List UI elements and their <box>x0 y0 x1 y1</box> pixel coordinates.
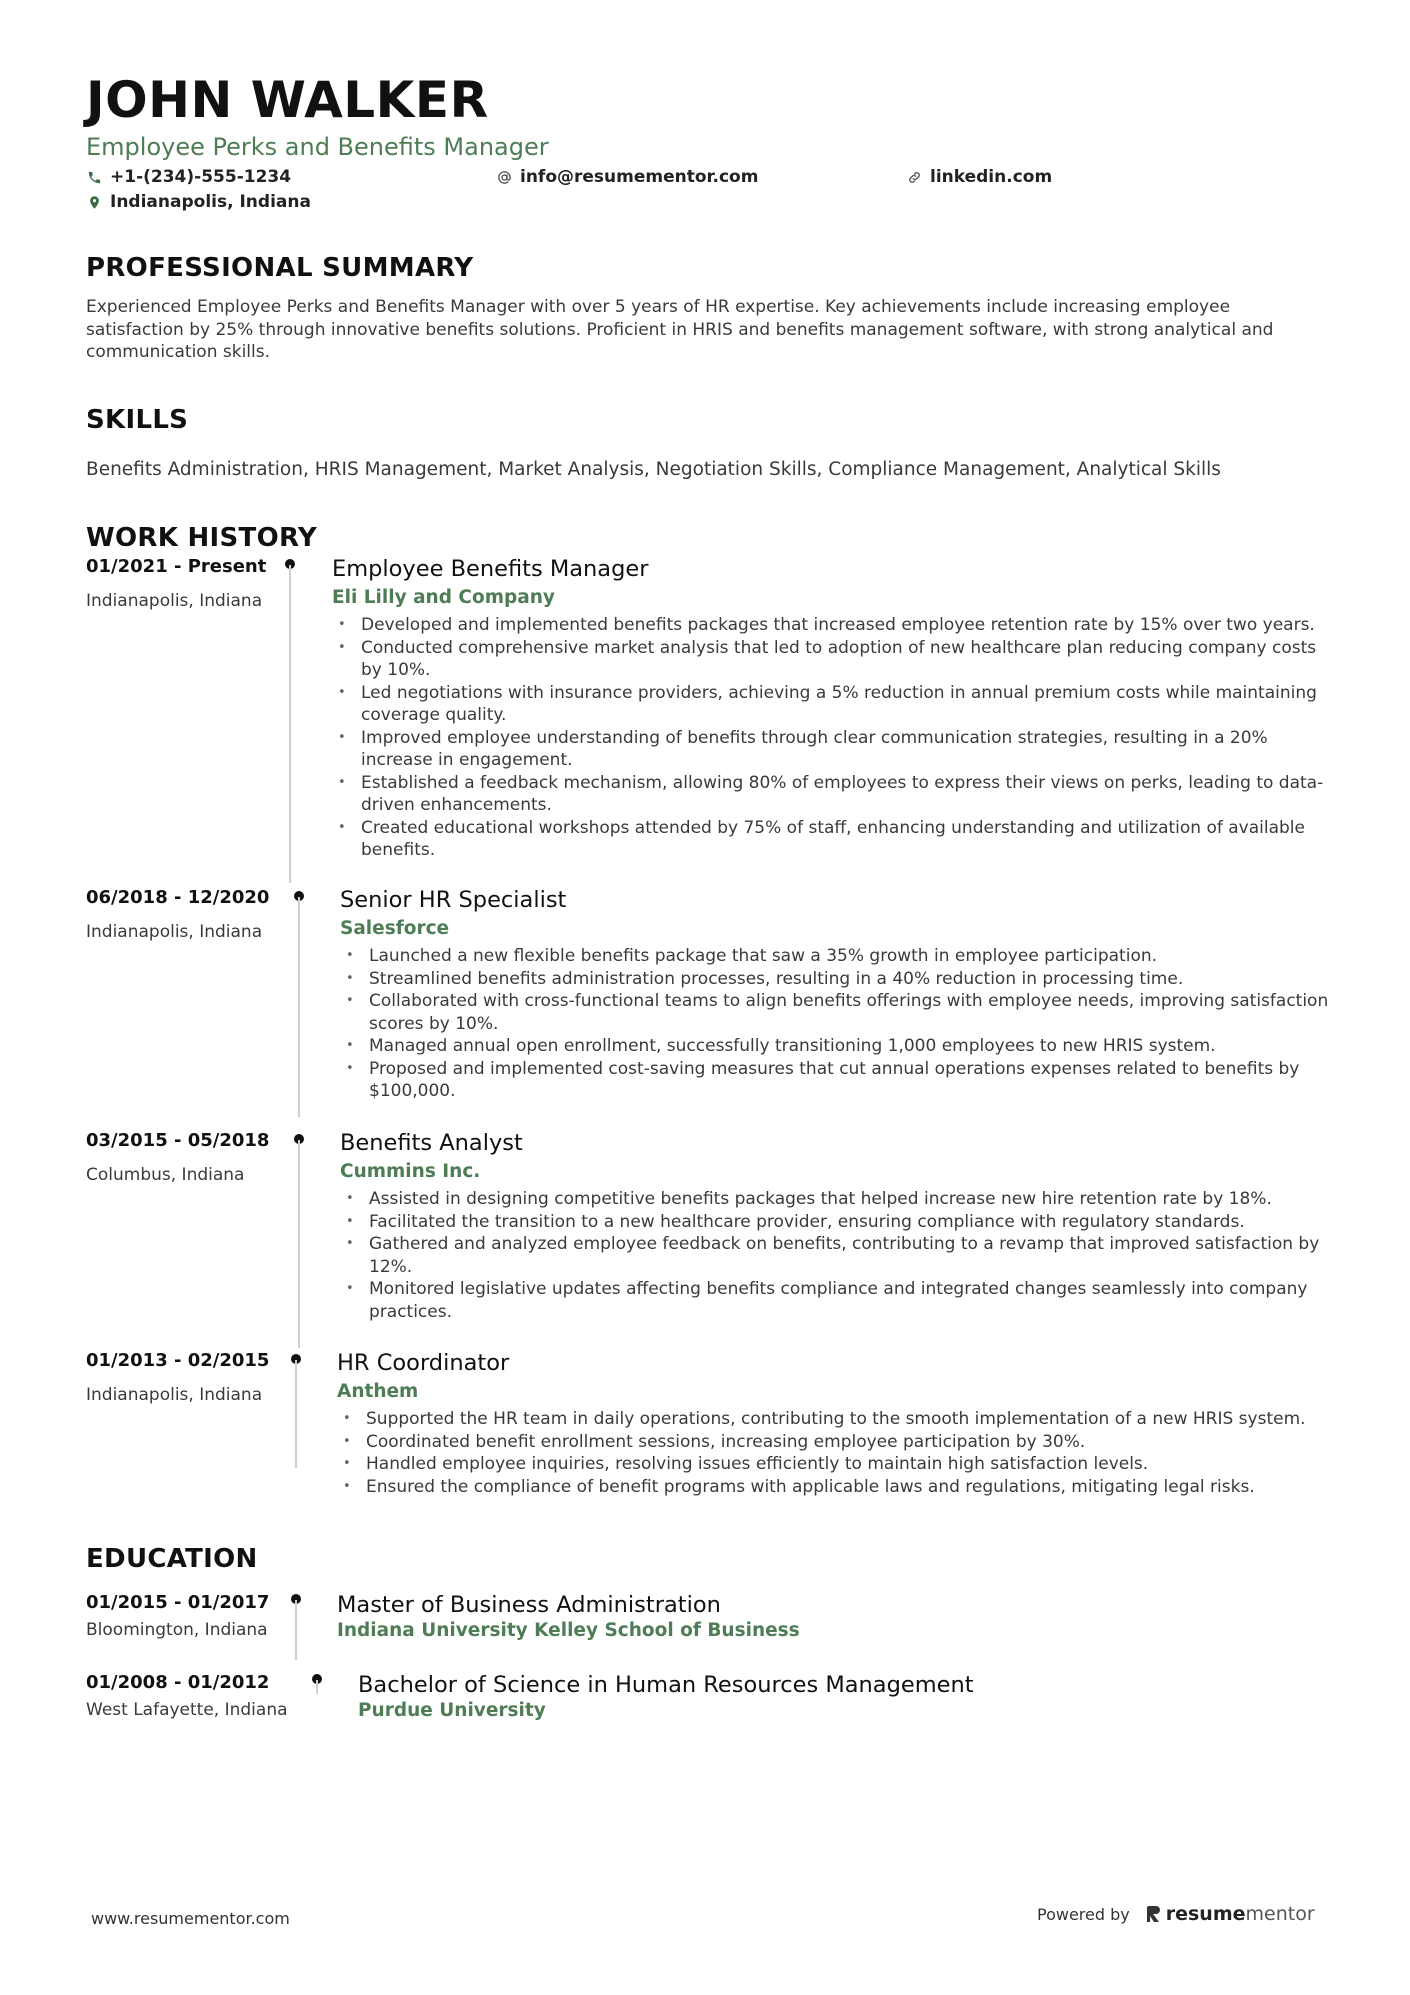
bullet-item: • Ensured the compliance of benefit programs with applicable laws and regulations, mitigating legal risks. <box>343 1476 1255 1497</box>
bullet-marker: • <box>343 1456 351 1471</box>
education-entry <box>86 1671 1346 1741</box>
bullet-marker: • <box>346 1038 354 1053</box>
education-dates: 01/2015 - 01/2017 <box>86 1592 270 1613</box>
education-entry-meta <box>86 1671 316 1721</box>
education-degree: Master of Business Administration <box>337 1592 721 1618</box>
work-location: Columbus, Indiana <box>86 1165 245 1185</box>
work-company: Salesforce <box>340 918 450 939</box>
education-school: Indiana University Kelley School of Business <box>337 1620 800 1641</box>
work-bullets <box>332 614 1332 862</box>
work-location: Indianapolis, Indiana <box>86 1385 263 1405</box>
work-role: HR Coordinator <box>337 1350 510 1376</box>
bullet-marker: • <box>343 1478 351 1494</box>
bullet-marker: • <box>343 1433 351 1449</box>
brand-part2: mentor <box>1245 1903 1315 1925</box>
phone-icon <box>86 169 102 185</box>
bullet-marker: • <box>346 1213 354 1229</box>
work-entry <box>86 1129 1346 1339</box>
education-heading: EDUCATION <box>86 1544 258 1574</box>
work-entry-details <box>337 1349 1337 1498</box>
work-role: Senior HR Specialist <box>340 887 567 913</box>
work-location: Indianapolis, Indiana <box>86 591 263 611</box>
bullet-marker: • <box>346 1281 354 1296</box>
work-location: Indianapolis, Indiana <box>86 922 263 942</box>
bullet-item: • Managed annual open enrollment, successfully transitioning 1,000 employees to new HRIS system. <box>346 1036 1216 1056</box>
work-bullets <box>340 1188 1340 1323</box>
timeline-line <box>295 1360 297 1468</box>
education-entry-meta <box>86 1591 306 1641</box>
at-sign-icon <box>496 169 512 185</box>
work-entry-meta <box>86 1129 286 1186</box>
contact-email[interactable] <box>496 166 758 188</box>
contact-linkedin[interactable] <box>906 166 1052 188</box>
bullet-marker: • <box>338 684 346 700</box>
education-location: West Lafayette, Indiana <box>86 1700 288 1720</box>
bullet-item: • Conducted comprehensive market analysis that led to adoption of new healthcare plan reducing company costs by 10%. <box>338 637 1317 680</box>
work-company: Cummins Inc. <box>340 1161 481 1182</box>
bullet-item: • Improved employee understanding of benefits through clear communication strategies, resulting in a 20% increase in engagement. <box>338 727 1268 770</box>
bullet-item: • Streamlined benefits administration processes, resulting in a 40% reduction in processing time. <box>346 968 1184 989</box>
bullet-item: • Led negotiations with insurance providers, achieving a 5% reduction in annual premium costs while maintaining coverage quality. <box>338 682 1317 725</box>
education-location: Bloomington, Indiana <box>86 1620 268 1640</box>
linkedin-text: linkedin.com <box>930 167 1053 187</box>
link-icon <box>906 169 922 185</box>
work-entry <box>86 1349 1346 1519</box>
bullet-marker: • <box>346 1236 354 1251</box>
education-entry-details <box>337 1591 1337 1643</box>
work-role: Benefits Analyst <box>340 1130 523 1156</box>
bullet-item: • Assisted in designing competitive benefits packages that helped increase new hire retention rate by 18%. <box>346 1189 1272 1209</box>
bullet-marker: • <box>338 774 346 790</box>
bullet-item: • Created educational workshops attended by 75% of staff, enhancing understanding and utilization of available benefits. <box>338 817 1305 860</box>
education-school: Purdue University <box>358 1700 546 1721</box>
work-history-heading: WORK HISTORY <box>86 522 318 553</box>
work-bullets <box>337 1408 1337 1498</box>
contact-location <box>86 191 311 213</box>
bullet-marker: • <box>338 729 346 745</box>
bullet-item: • Collaborated with cross-functional teams to align benefits offerings with employee needs, improving satisfaction scores by 10%. <box>346 991 1329 1034</box>
skills-heading: SKILLS <box>86 404 189 435</box>
work-dates: 01/2021 - Present <box>86 556 267 577</box>
timeline-line <box>298 1140 300 1348</box>
candidate-title: Employee Perks and Benefits Manager <box>86 133 549 161</box>
bullet-item: • Launched a new flexible benefits package that saw a 35% growth in employee participation. <box>346 946 1158 966</box>
timeline-line <box>289 565 291 883</box>
summary-text: Experienced Employee Perks and Benefits Manager with over 5 years of HR expertise. Key achievements include increasing employee satisfaction by 25% through innovative benefits solutions. Proficient in HRIS and benefits management software, with strong analytical and communication skills. <box>86 297 1274 362</box>
work-entry <box>86 555 1346 875</box>
work-role: Employee Benefits Manager <box>332 556 649 582</box>
resumementor-logo-icon <box>1146 1904 1162 1924</box>
timeline-line <box>316 1680 318 1694</box>
email-text: info@resumementor.com <box>520 167 759 187</box>
bullet-marker: • <box>338 639 346 655</box>
candidate-name: JOHN WALKER <box>86 71 489 129</box>
work-entry-details <box>340 1129 1340 1323</box>
brand-logo[interactable] <box>1146 1903 1315 1925</box>
resume-page <box>86 70 1336 554</box>
bullet-item: • Facilitated the transition to a new healthcare provider, ensuring compliance with regulatory standards. <box>346 1211 1245 1232</box>
location-pin-icon <box>86 194 102 210</box>
bullet-marker: • <box>346 970 354 986</box>
phone-text: +1-(234)-555-1234 <box>110 167 292 187</box>
work-company: Eli Lilly and Company <box>332 587 555 608</box>
timeline-line <box>295 1600 297 1660</box>
skills-text: Benefits Administration, HRIS Management, Market Analysis, Negotiation Skills, Compliance Management, Analytical Skills <box>86 458 1221 480</box>
location-text: Indianapolis, Indiana <box>110 192 311 212</box>
contact-info <box>86 166 1336 224</box>
work-entry-meta <box>86 886 286 943</box>
bullet-item: • Handled employee inquiries, resolving issues efficiently to maintain high satisfaction levels. <box>343 1454 1149 1474</box>
work-dates: 01/2013 - 02/2015 <box>86 1350 270 1371</box>
bullet-marker: • <box>338 617 346 632</box>
education-dates: 01/2008 - 01/2012 <box>86 1672 270 1693</box>
timeline-line <box>298 897 300 1117</box>
education-entry <box>86 1591 1346 1661</box>
summary-heading: PROFESSIONAL SUMMARY <box>86 253 474 283</box>
bullet-marker: • <box>346 1191 354 1206</box>
bullet-item: • Gathered and analyzed employee feedback on benefits, contributing to a revamp that improved satisfaction by 12%. <box>346 1234 1320 1277</box>
footer-branding <box>1037 1903 1315 1925</box>
bullet-item: • Established a feedback mechanism, allowing 80% of employees to express their views on perks, leading to data-driven enhancements. <box>338 772 1324 815</box>
education-entry-details <box>358 1671 1358 1723</box>
work-company: Anthem <box>337 1381 419 1402</box>
bullet-item: • Developed and implemented benefits packages that increased employee retention rate by 15% over two years. <box>338 615 1315 635</box>
bullet-marker: • <box>338 819 346 835</box>
work-dates: 03/2015 - 05/2018 <box>86 1130 270 1151</box>
work-entry-meta <box>86 1349 286 1406</box>
bullet-marker: • <box>346 1060 354 1076</box>
work-entry-meta <box>86 555 286 612</box>
brand-part1: resume <box>1165 1903 1246 1925</box>
bullet-item: • Coordinated benefit enrollment sessions, increasing employee participation by 30%. <box>343 1431 1086 1452</box>
bullet-item: • Monitored legislative updates affecting benefits compliance and integrated changes seamlessly into company practices. <box>346 1279 1308 1322</box>
work-bullets <box>340 945 1340 1103</box>
work-dates: 06/2018 - 12/2020 <box>86 887 270 908</box>
work-entry-details <box>340 886 1340 1103</box>
footer-website[interactable]: www.resumementor.com <box>91 1909 290 1928</box>
work-entry <box>86 886 1346 1116</box>
bullet-marker: • <box>346 993 354 1008</box>
bullet-item: • Supported the HR team in daily operations, contributing to the smooth implementation of a new HRIS system. <box>343 1409 1306 1429</box>
bullet-item: • Proposed and implemented cost-saving measures that cut annual operations expenses related to benefits by $100,000. <box>346 1058 1300 1101</box>
bullet-marker: • <box>346 948 354 963</box>
contact-phone <box>86 166 291 188</box>
education-degree: Bachelor of Science in Human Resources Management <box>358 1672 974 1698</box>
powered-by-label: Powered by <box>1037 1904 1130 1924</box>
work-entry-details <box>332 555 1332 862</box>
bullet-marker: • <box>343 1411 351 1426</box>
